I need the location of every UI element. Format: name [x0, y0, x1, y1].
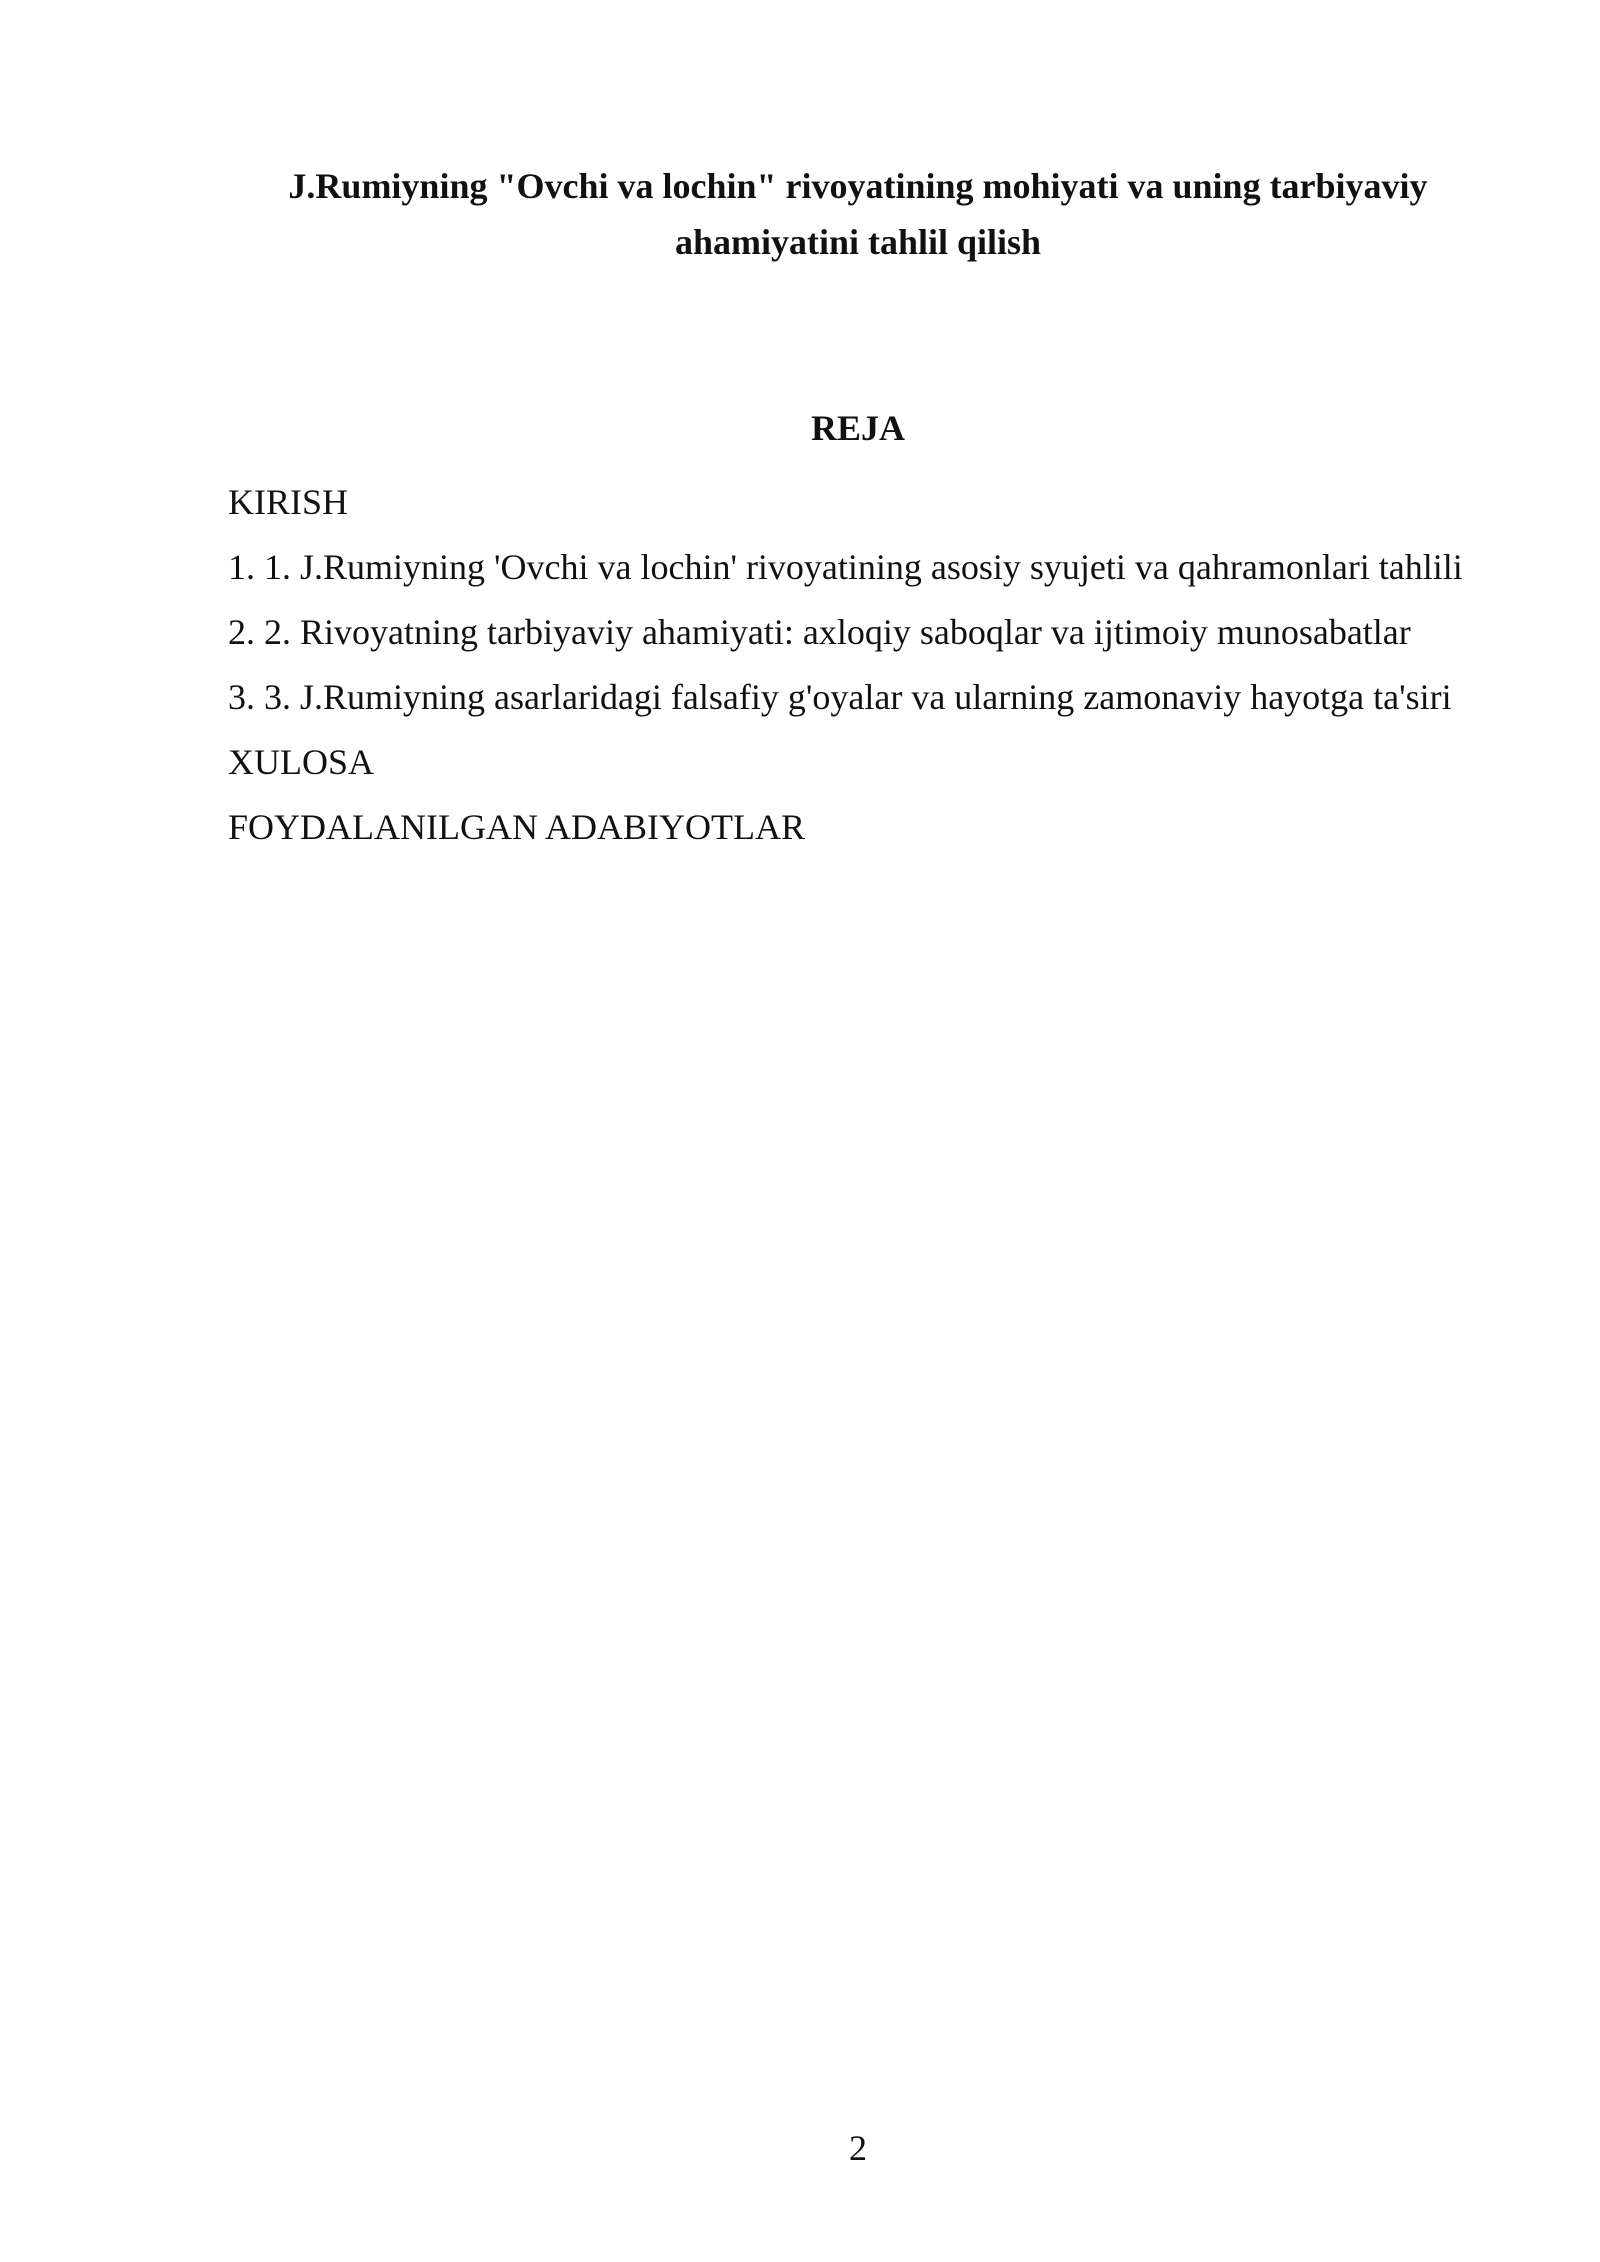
- plan-item-2: 2. 2. Rivoyatning tarbiyaviy ahamiyati: axloqiy saboqlar va ijtimoiy munosabatlar: [228, 612, 1411, 652]
- plan-list: [228, 474, 1488, 864]
- plan-item-3: 3. 3. J.Rumiyning asarlaridagi falsafiy g'oyalar va ularning zamonaviy hayotga ta'siri: [228, 677, 1452, 717]
- page-number: 2: [849, 2128, 867, 2168]
- plan-item-conclusion: XULOSA: [228, 742, 375, 782]
- plan-heading: REJA: [810, 408, 905, 448]
- plan-item-1: 1. 1. J.Rumiyning 'Ovchi va lochin' rivoyatining asosiy syujeti va qahramonlari tahlili: [228, 547, 1463, 587]
- plan-item-introduction: KIRISH: [228, 482, 349, 522]
- plan-item-references: FOYDALANILGAN ADABIYOTLAR: [228, 807, 805, 847]
- document-title: J.Rumiyning "Ovchi va lochin" rivoyatining mohiyati va uning tarbiyaviy ahamiyatini tahlil qilish: [288, 166, 1428, 262]
